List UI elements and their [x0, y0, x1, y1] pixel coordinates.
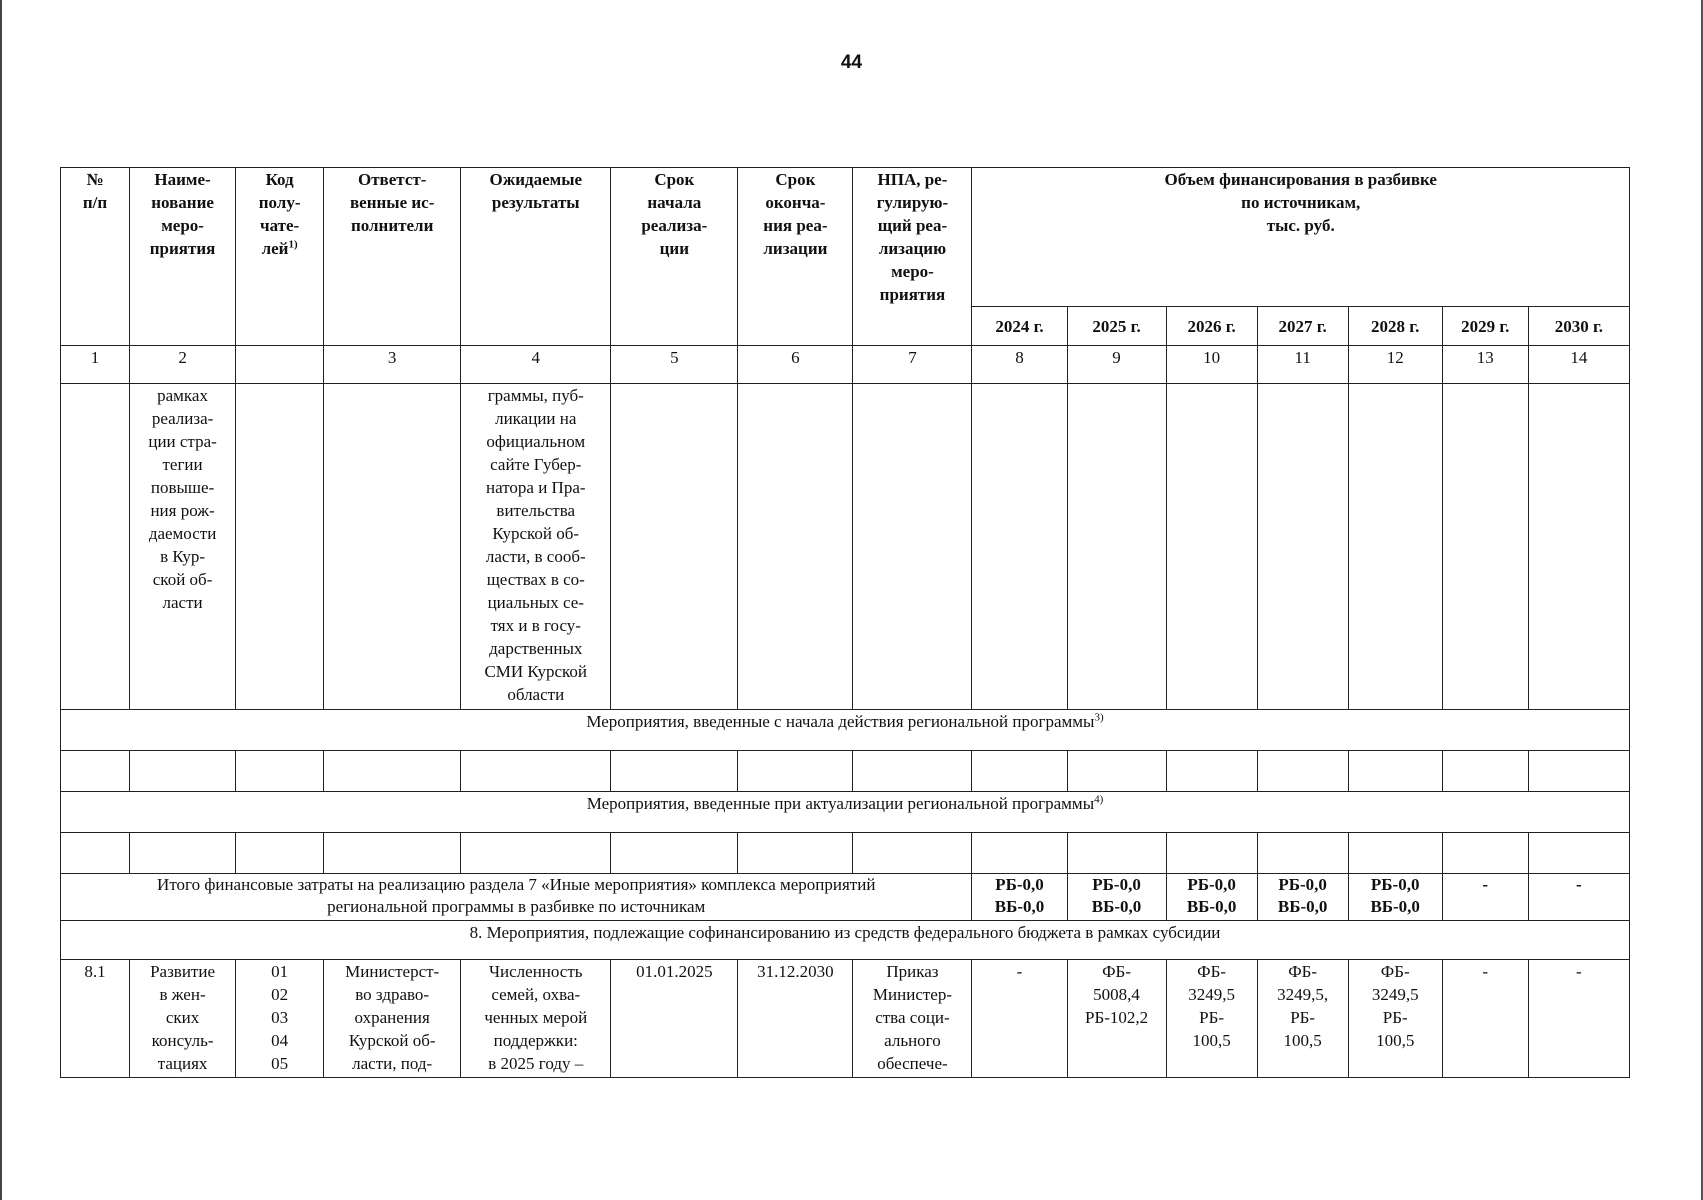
- cell-responsible: Министерст- во здраво- охранения Курской об- ласти, под-: [324, 960, 461, 1078]
- section-8-row: [61, 921, 1630, 960]
- column-numbers-row: [61, 346, 1630, 384]
- cell-empty: [853, 384, 972, 710]
- footnote-3: 3): [1094, 711, 1104, 724]
- cell-funding: ФБ- 5008,4 РБ-102,2: [1067, 960, 1166, 1078]
- cell-empty: [1166, 384, 1257, 710]
- column-number: 13: [1442, 346, 1528, 384]
- section-initial-heading: [61, 710, 1630, 751]
- section-heading-row: [61, 792, 1630, 833]
- section-8-heading: 8. Мероприятия, подлежащие софинансированию из средств федерального бюджета в рамках субсидии: [61, 921, 1630, 960]
- year-header: 2027 г.: [1257, 307, 1348, 346]
- section-update-heading: [61, 792, 1630, 833]
- cell-funding: ФБ- 3249,5 РБ- 100,5: [1166, 960, 1257, 1078]
- total-value: РБ-0,0 ВБ-0,0: [1348, 874, 1442, 921]
- cell-empty: [1348, 384, 1442, 710]
- header-number: № п/п: [61, 168, 130, 346]
- column-number: 12: [1348, 346, 1442, 384]
- header-name: Наиме- нование меро- приятия: [130, 168, 236, 346]
- column-number: 3: [324, 346, 461, 384]
- cell-empty: [972, 384, 1067, 710]
- cell-empty: [1442, 384, 1528, 710]
- column-number: 6: [738, 346, 853, 384]
- cell-expected-results: Численность семей, охва- ченных мерой поддержки: в 2025 году –: [461, 960, 611, 1078]
- column-number: 11: [1257, 346, 1348, 384]
- total-value: -: [1528, 874, 1629, 921]
- cell-funding: ФБ- 3249,5, РБ- 100,5: [1257, 960, 1348, 1078]
- cell-measure-name: Развитие в жен- ских консуль- тациях: [130, 960, 236, 1078]
- cell-empty: [611, 384, 738, 710]
- table-row-empty: [61, 751, 1630, 792]
- total-row: [61, 874, 1630, 921]
- total-value: РБ-0,0 ВБ-0,0: [972, 874, 1067, 921]
- cell-empty: [1528, 384, 1629, 710]
- cell-expected-results: граммы, пуб- ликации на официальном сайте Губер- натора и Пра- вительства Курской об- ласти, в сооб- ществах в со- циальных се- тях и в госу- дарственных СМИ Курской области: [461, 384, 611, 710]
- header-start: Срок начала реализа- ции: [611, 168, 738, 346]
- cell-end-date: 31.12.2030: [738, 960, 853, 1078]
- cell-funding: -: [1528, 960, 1629, 1078]
- year-header: 2026 г.: [1166, 307, 1257, 346]
- header-responsible: Ответст- венные ис- полнители: [324, 168, 461, 346]
- footnote-1: 1): [288, 238, 298, 251]
- column-number: 10: [1166, 346, 1257, 384]
- cell-empty: [738, 384, 853, 710]
- cell-empty: [1067, 384, 1166, 710]
- table-row-empty: [61, 833, 1630, 874]
- total-label: Итого финансовые затраты на реализацию раздела 7 «Иные мероприятия» комплекса мероприятий региональной программы в разбивке по источникам: [61, 874, 972, 921]
- header-funding: Объем финансирования в разбивке по источникам, тыс. руб.: [972, 168, 1630, 307]
- total-value: РБ-0,0 ВБ-0,0: [1257, 874, 1348, 921]
- year-header: 2029 г.: [1442, 307, 1528, 346]
- table-row-8-1: [61, 960, 1630, 1078]
- year-header: 2030 г.: [1528, 307, 1629, 346]
- total-value: РБ-0,0 ВБ-0,0: [1067, 874, 1166, 921]
- column-number: [236, 346, 324, 384]
- column-number: 8: [972, 346, 1067, 384]
- cell-measure-name: рамках реализа- ции стра- тегии повыше- ния рож- даемости в Кур- ской об- ласти: [130, 384, 236, 710]
- year-header: 2024 г.: [972, 307, 1067, 346]
- column-number: 2: [130, 346, 236, 384]
- column-number: 14: [1528, 346, 1629, 384]
- header-results: Ожидаемые результаты: [461, 168, 611, 346]
- cell-empty: [61, 384, 130, 710]
- section-update-text: Мероприятия, введенные при актуализации региональной программы: [586, 794, 1095, 813]
- cell-start-date: 01.01.2025: [611, 960, 738, 1078]
- page-number: 44: [840, 52, 863, 73]
- column-number: 5: [611, 346, 738, 384]
- cell-npa: Приказ Министер- ства соци- ального обеспече-: [853, 960, 972, 1078]
- column-number: 7: [853, 346, 972, 384]
- cell-funding: ФБ- 3249,5 РБ- 100,5: [1348, 960, 1442, 1078]
- column-number: 1: [61, 346, 130, 384]
- header-recipient-code: [236, 168, 324, 346]
- section-heading-row: [61, 710, 1630, 751]
- section-initial-text: Мероприятия, введенные с начала действия региональной программы: [586, 712, 1095, 731]
- cell-recipient-codes: 01 02 03 04 05: [236, 960, 324, 1078]
- cell-number: 8.1: [61, 960, 130, 1078]
- table-row-continuation: [61, 384, 1630, 710]
- cell-funding: -: [972, 960, 1067, 1078]
- total-value: РБ-0,0 ВБ-0,0: [1166, 874, 1257, 921]
- cell-empty: [1257, 384, 1348, 710]
- cell-empty: [236, 384, 324, 710]
- program-measures-table: [60, 167, 1630, 1078]
- header-npa: НПА, ре- гулирую- щий реа- лизацию меро- приятия: [853, 168, 972, 346]
- column-number: 9: [1067, 346, 1166, 384]
- footnote-4: 4): [1094, 793, 1104, 806]
- year-header: 2028 г.: [1348, 307, 1442, 346]
- year-header: 2025 г.: [1067, 307, 1166, 346]
- header-end: Срок оконча- ния реа- лизации: [738, 168, 853, 346]
- column-number: 4: [461, 346, 611, 384]
- scan-edge-left: [0, 0, 2, 1200]
- cell-funding: -: [1442, 960, 1528, 1078]
- total-value: -: [1442, 874, 1528, 921]
- header-recipient-code-text: Код полу- чате- лей: [258, 170, 301, 258]
- cell-empty: [324, 384, 461, 710]
